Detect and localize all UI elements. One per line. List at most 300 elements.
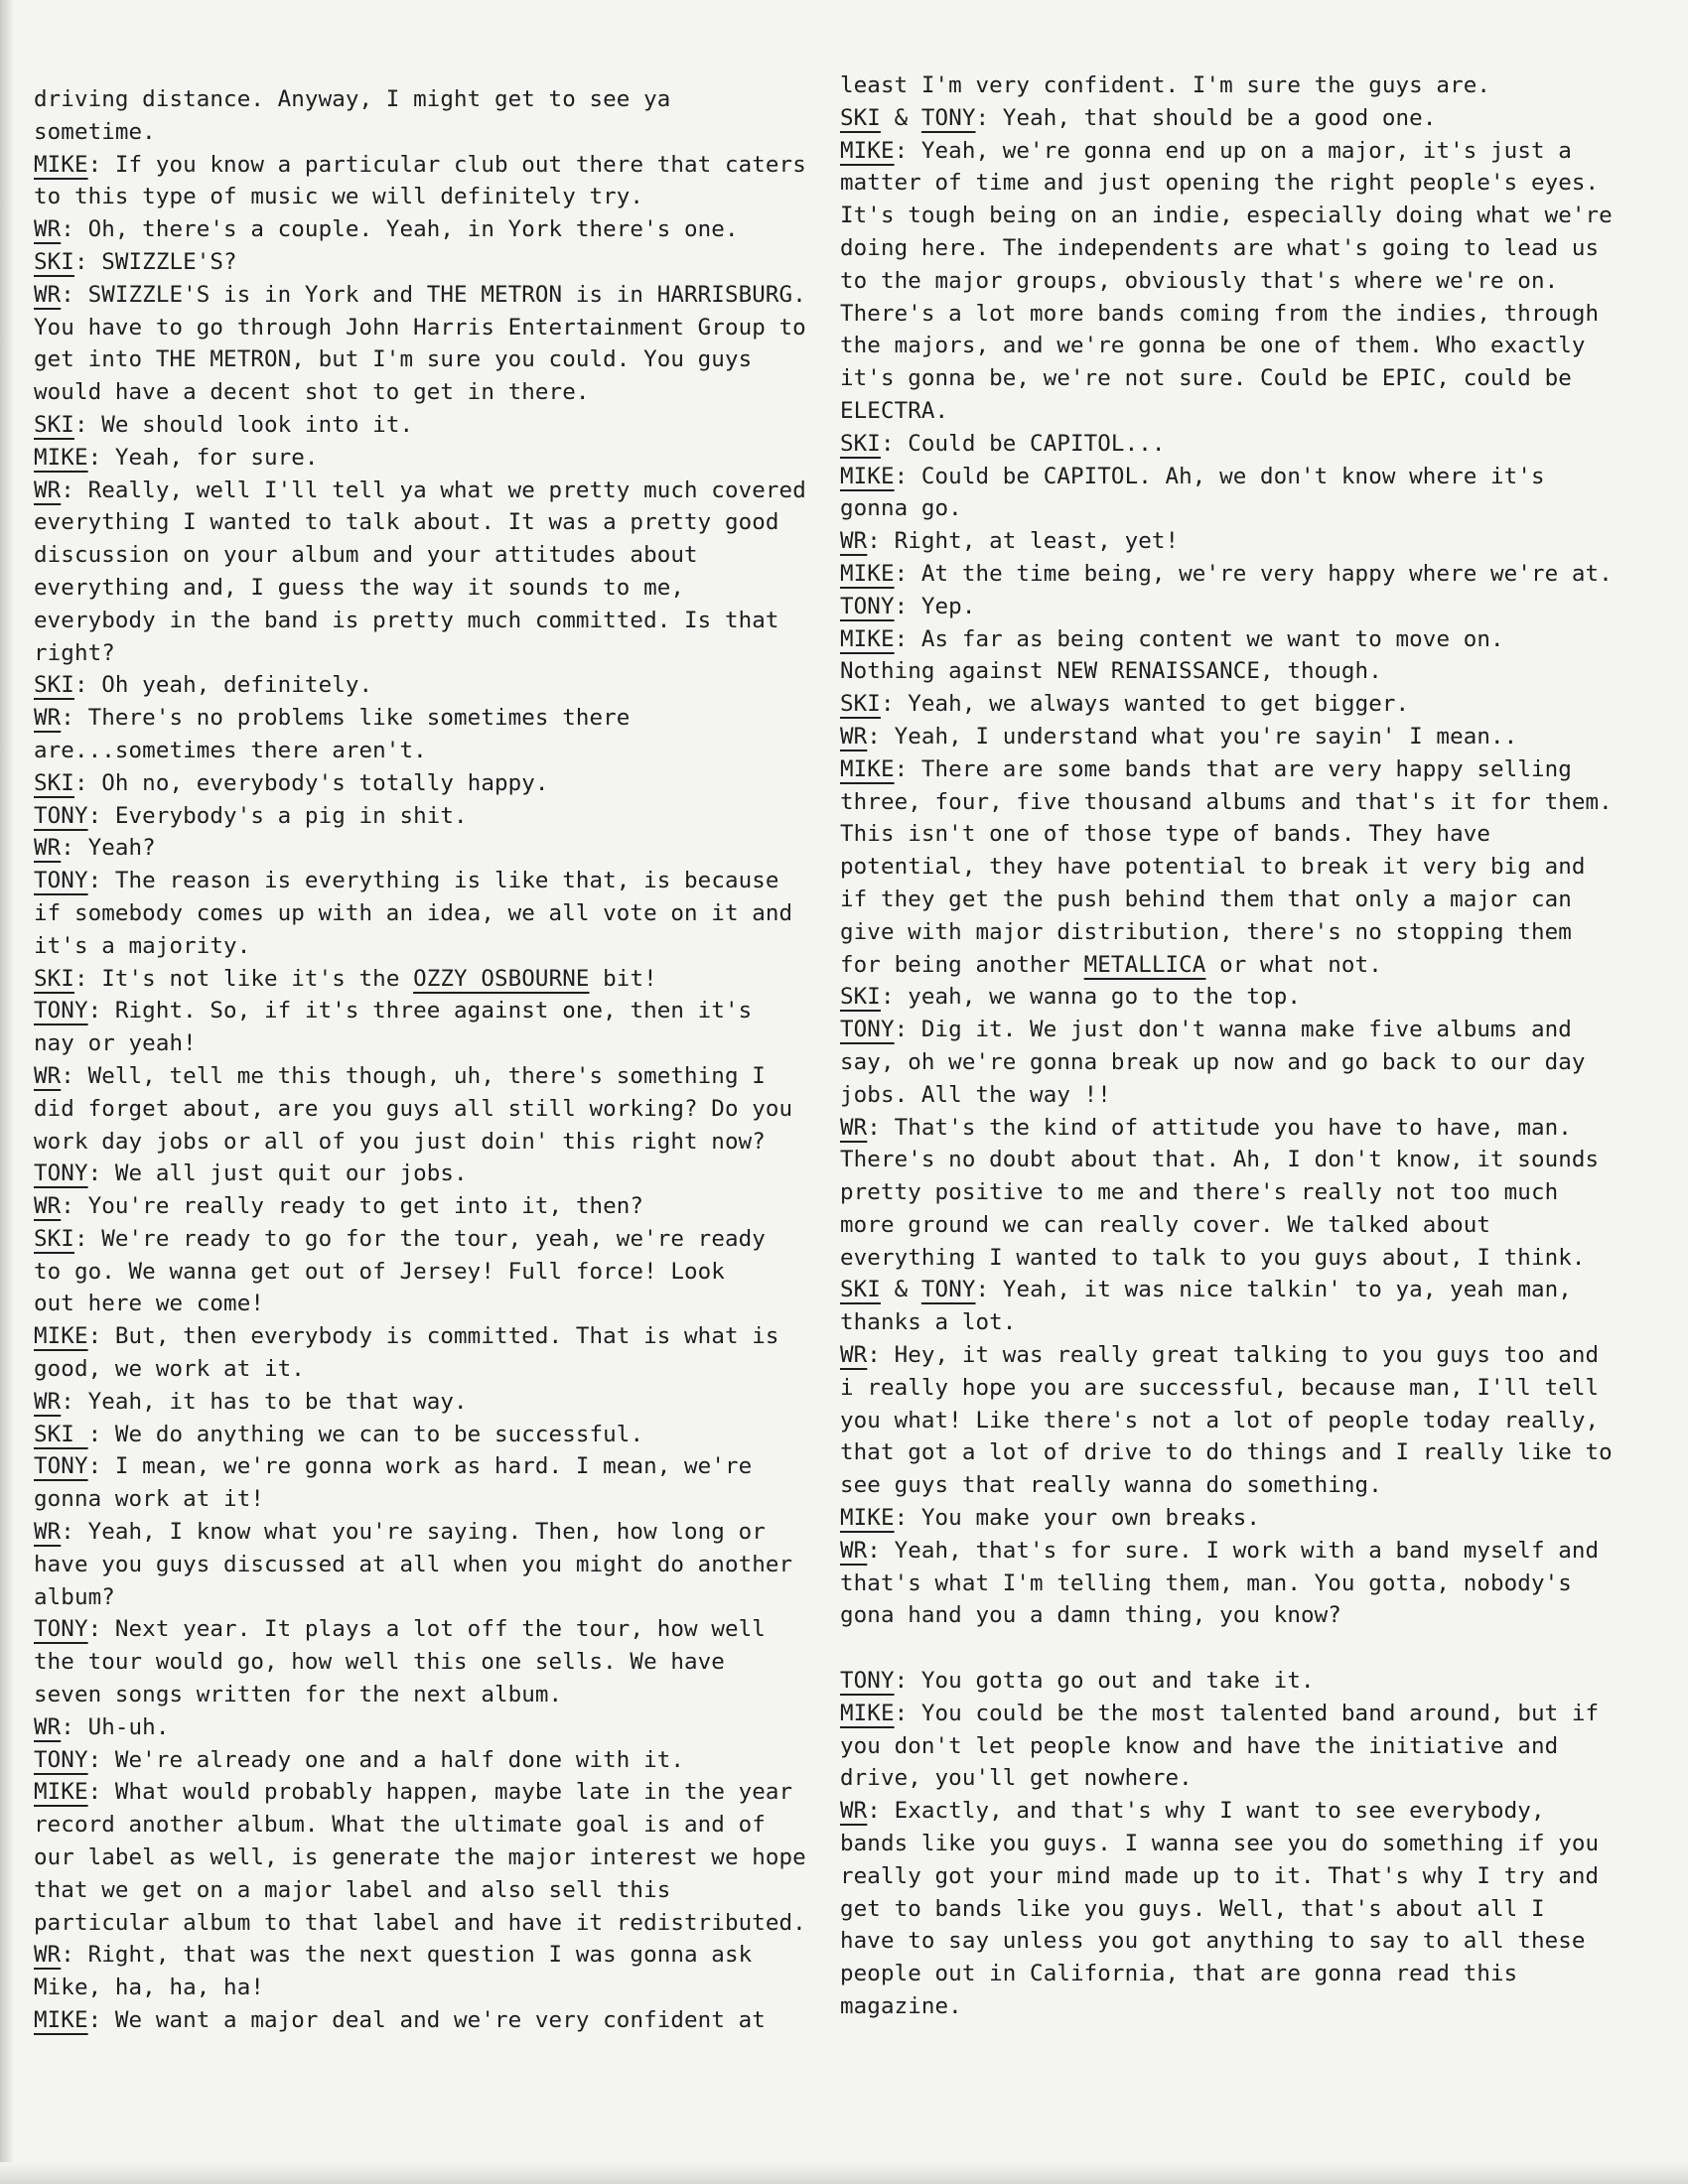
speaker-label: SKI [840, 691, 881, 718]
line-text: it's gonna be, we're not sure. Could be EPIC, could be [840, 365, 1572, 392]
transcript-line [34, 800, 808, 833]
line-text: : We're ready to go for the tour, yeah, we're ready [73, 1225, 766, 1252]
transcript-line [840, 558, 1634, 591]
line-text: : Yeah, that's for sure. I work with a band myself and [867, 1537, 1600, 1564]
transcript-line [840, 949, 1634, 982]
transcript-line [840, 167, 1634, 200]
line-text: did forget about, are you guys all still working? Do you [34, 1095, 793, 1122]
line-text: are...sometimes there aren't. [34, 737, 427, 763]
line-text: : Exactly, and that's why I want to see everybody, [867, 1798, 1545, 1825]
transcript-line [840, 1405, 1634, 1437]
transcript-line [840, 525, 1634, 558]
transcript-line [34, 995, 808, 1027]
line-text: least I'm very confident. I'm sure the guys are. [840, 72, 1491, 98]
line-text: : We do anything we can to be successful. [87, 1421, 644, 1447]
transcript-line [840, 200, 1634, 232]
right-column [840, 69, 1634, 2023]
transcript-line [840, 362, 1634, 395]
line-text: : Yep. [894, 593, 976, 619]
transcript-line [840, 1795, 1634, 1828]
line-text: : What would probably happen, maybe late in the year [87, 1779, 793, 1806]
transcript-line [34, 605, 808, 637]
line-text: drive, you'll get nowhere. [840, 1765, 1193, 1792]
transcript-line [34, 767, 808, 800]
transcript-line [34, 1842, 808, 1874]
transcript-line [34, 865, 808, 897]
transcript-line [34, 1776, 808, 1809]
line-text: you what! Like there's not a lot of people today really, [840, 1407, 1600, 1433]
transcript-line [34, 1744, 808, 1777]
speaker-label: SKI [34, 1421, 88, 1447]
line-text: : The reason is everything is like that, is because [87, 868, 779, 894]
transcript-line [840, 69, 1634, 102]
transcript-line [34, 1419, 808, 1451]
line-text: : Everybody's a pig in shit. [87, 802, 468, 829]
line-text: : yeah, we wanna go to the top. [880, 984, 1301, 1011]
line-text: if somebody comes up with an idea, we all vote on it and [34, 899, 793, 926]
line-text: : Uh-uh. [61, 1713, 170, 1740]
line-text: get to bands like you guys. Well, that's about all I [840, 1895, 1545, 1922]
transcript-line [840, 1990, 1634, 2023]
speaker-label: TONY [34, 998, 88, 1024]
line-text: everything I wanted to talk about. It was a pretty good [34, 509, 779, 536]
transcript-line [840, 1599, 1634, 1632]
transcript-line [840, 655, 1634, 688]
line-text: : Yeah, it has to be that way. [61, 1388, 468, 1415]
speaker-label: WR [34, 1193, 62, 1220]
speaker-label: TONY [34, 868, 88, 894]
speaker-label: WR [840, 1537, 868, 1564]
transcript-line [34, 1126, 808, 1159]
transcript-line [34, 637, 808, 670]
speaker-label: WR [34, 835, 62, 862]
line-text: jobs. All the way !! [840, 1081, 1111, 1108]
transcript-line [34, 1711, 808, 1744]
line-text: really got your mind made up to it. That's why I try and [840, 1862, 1600, 1889]
transcript-line [840, 1274, 1634, 1306]
line-text: if they get the push behind them that only a major can [840, 886, 1572, 912]
transcript-line [34, 669, 808, 702]
speaker-label: WR [840, 723, 868, 750]
line-text: gonna go. [840, 495, 962, 522]
line-text: have you guys discussed at all when you might do another [34, 1551, 793, 1577]
transcript-line [840, 1306, 1634, 1339]
line-text: people out in California, that are gonna read this [840, 1961, 1518, 1987]
transcript-line [34, 1646, 808, 1679]
transcript-line [34, 1223, 808, 1256]
line-text: everybody in the band is pretty much committed. Is that [34, 607, 779, 633]
transcript-line [840, 818, 1634, 851]
transcript-line [840, 1469, 1634, 1502]
speaker-label: WR [34, 1519, 62, 1546]
transcript-line [34, 376, 808, 409]
transcript-line [34, 1386, 808, 1419]
line-text: : Hey, it was really great talking to you guys too and [867, 1342, 1600, 1369]
speaker-label: SKI [840, 1277, 881, 1303]
transcript-line [34, 1353, 808, 1386]
transcript-line [840, 461, 1634, 493]
speaker-label: TONY [34, 1453, 88, 1480]
transcript-line [840, 591, 1634, 623]
line-text: : We want a major deal and we're very confident at [87, 2007, 766, 2034]
speaker-joiner: & [880, 1277, 921, 1303]
transcript-line [34, 1549, 808, 1581]
line-text: potential, they have potential to break it very big and [840, 854, 1586, 881]
line-text: for being another [840, 951, 1084, 978]
speaker-label: WR [34, 477, 62, 503]
transcript-line [840, 1502, 1634, 1535]
line-text: : We're already one and a half done with it. [87, 1746, 685, 1773]
line-text: : Yeah, I understand what you're sayin' I mean.. [867, 723, 1518, 750]
transcript-line [34, 897, 808, 930]
transcript-line [840, 428, 1634, 461]
speaker-label: MIKE [34, 444, 88, 471]
line-text: : Dig it. We just don't wanna make five albums and [894, 1017, 1572, 1043]
transcript-line [840, 688, 1634, 721]
transcript-line [34, 83, 808, 116]
transcript-line [840, 265, 1634, 298]
line-text: see guys that really wanna do something. [840, 1472, 1382, 1499]
transcript-line [840, 1698, 1634, 1730]
line-text: : But, then everybody is committed. That is what is [87, 1323, 779, 1350]
line-text: everything and, I guess the way it sounds to me, [34, 574, 685, 601]
transcript-line [840, 492, 1634, 525]
speaker-label: TONY [34, 1616, 88, 1643]
line-text: good, we work at it. [34, 1356, 305, 1383]
transcript-line [840, 1112, 1634, 1145]
speaker-label: WR [840, 1798, 868, 1825]
transcript-line [34, 279, 808, 312]
line-text: work day jobs or all of you just doin' this right now? [34, 1128, 766, 1155]
line-text: you don't let people know and have the initiative and [840, 1732, 1559, 1759]
transcript-line [840, 1730, 1634, 1763]
transcript-line [840, 1762, 1634, 1795]
transcript-line [840, 1372, 1634, 1405]
transcript-line [840, 981, 1634, 1014]
line-text: that got a lot of drive to do things and I really like to [840, 1439, 1613, 1466]
transcript-line [840, 1242, 1634, 1275]
line-text: : Yeah, it was nice talkin' to ya, yeah man, [975, 1277, 1572, 1303]
line-text: ELECTRA. [840, 397, 949, 424]
transcript-line [34, 963, 808, 996]
line-text: : Yeah? [61, 835, 156, 862]
speaker-label: MIKE [840, 1700, 895, 1726]
line-text: to this type of music we will definitely try. [34, 184, 644, 210]
line-text: gona hand you a damn thing, you know? [840, 1602, 1341, 1629]
transcript-line [34, 1256, 808, 1289]
line-text: the tour would go, how well this one sells. We have [34, 1649, 725, 1676]
line-text: : There are some bands that are very happy selling [894, 755, 1572, 782]
transcript-line [34, 1809, 808, 1842]
line-text: that's what I'm telling them, man. You gotta, nobody's [840, 1570, 1572, 1596]
transcript-line [34, 1483, 808, 1516]
line-text: seven songs written for the next album. [34, 1682, 563, 1708]
speaker-label: SKI [840, 984, 881, 1011]
line-text: You have to go through John Harris Entertainment Group to [34, 314, 806, 341]
speaker-joiner: & [880, 104, 921, 131]
underlined-band-name: METALLICA [1083, 951, 1206, 978]
transcript-line [34, 930, 808, 963]
line-text: : At the time being, we're very happy where we're at. [894, 560, 1613, 587]
line-text: thanks a lot. [840, 1309, 1017, 1336]
line-text: matter of time and just opening the right people's eyes. [840, 170, 1600, 197]
speaker-label: TONY [840, 1017, 895, 1043]
transcript-line [840, 1436, 1634, 1469]
transcript-line [34, 1027, 808, 1060]
line-text: to go. We wanna get out of Jersey! Full force! Look [34, 1258, 725, 1285]
transcript-line [840, 1568, 1634, 1600]
line-text: : There's no problems like sometimes there [61, 705, 631, 732]
line-text: : As far as being content we want to move on. [894, 625, 1504, 652]
transcript-line [840, 330, 1634, 362]
speaker-label: SKI [840, 104, 881, 131]
transcript-line [34, 1093, 808, 1126]
line-text: : Right, that was the next question I was gonna ask [61, 1942, 753, 1969]
line-text: : We should look into it. [73, 411, 414, 438]
speaker-label: SKI [34, 1225, 74, 1252]
transcript-line [34, 2004, 808, 2037]
line-text: Mike, ha, ha, ha! [34, 1975, 264, 2001]
line-text: the majors, and we're gonna be one of them. Who exactly [840, 333, 1586, 359]
line-text: : If you know a particular club out there that caters [87, 151, 806, 178]
line-text: : Really, well I'll tell ya what we pretty much covered [61, 477, 806, 503]
transcript-line [840, 1144, 1634, 1176]
transcript-line [34, 572, 808, 605]
line-text: : We all just quit our jobs. [87, 1160, 468, 1187]
speaker-label: WR [34, 281, 62, 308]
line-text: : It's not like it's the [73, 965, 414, 992]
line-text: our label as well, is generate the major interest we hope [34, 1844, 806, 1871]
speaker-label: MIKE [34, 151, 88, 178]
line-text: : You're really ready to get into it, then? [61, 1193, 644, 1220]
transcript-line [840, 395, 1634, 428]
line-text: i really hope you are successful, because man, I'll tell [840, 1374, 1600, 1401]
line-text: : SWIZZLE'S is in York and THE METRON is in HARRISBURG. [61, 281, 806, 308]
line-text: nay or yeah! [34, 1030, 197, 1057]
transcript-line [34, 442, 808, 475]
transcript-line [34, 1320, 808, 1353]
speaker-label: WR [840, 1342, 868, 1369]
transcript-line [840, 1665, 1634, 1698]
transcript-line [840, 1925, 1634, 1958]
speaker-label: MIKE [840, 755, 895, 782]
line-text: : Yeah, I know what you're saying. Then, how long or [61, 1519, 766, 1546]
line-text: : Could be CAPITOL. Ah, we don't know where it's [894, 463, 1545, 489]
speaker-label: TONY [34, 1746, 88, 1773]
transcript-line [34, 1158, 808, 1190]
speaker-label: TONY [840, 1668, 895, 1695]
transcript-line [34, 1288, 808, 1320]
line-text: : Right, at least, yet! [867, 528, 1180, 555]
transcript-line [840, 1958, 1634, 1990]
left-column [34, 83, 808, 2037]
line-text: everything I wanted to talk to you guys about, I think. [840, 1244, 1586, 1271]
line-text: : You could be the most talented band around, but if [894, 1700, 1600, 1726]
transcript-line [34, 1874, 808, 1907]
line-text: There's a lot more bands coming from the indies, through [840, 300, 1600, 327]
transcript-line [840, 884, 1634, 916]
line-text: : That's the kind of attitude you have to have, man. [867, 1114, 1572, 1141]
transcript-line [34, 149, 808, 182]
transcript-line [840, 1046, 1634, 1079]
line-text: : Yeah, we always wanted to get bigger. [880, 691, 1410, 718]
speaker-label: TONY [34, 1160, 88, 1187]
transcript-line [34, 409, 808, 442]
line-text-after: bit! [589, 965, 657, 992]
line-text: bands like you guys. I wanna see you do something if you [840, 1831, 1600, 1857]
line-text: There's no doubt about that. Ah, I don't know, it sounds [840, 1147, 1600, 1173]
transcript-line [840, 1079, 1634, 1112]
transcript-line [34, 832, 808, 865]
speaker-label: MIKE [34, 1779, 88, 1806]
line-text: album? [34, 1583, 115, 1610]
speaker-label: SKI [34, 248, 74, 275]
transcript-line [34, 246, 808, 279]
transcript-line [34, 1613, 808, 1646]
speaker-label: WR [34, 1942, 62, 1969]
transcript-line [840, 753, 1634, 786]
transcript-line [840, 135, 1634, 168]
line-text: sometime. [34, 118, 156, 145]
line-text: : Yeah, we're gonna end up on a major, it's just a [894, 137, 1572, 164]
transcript-line [34, 475, 808, 507]
transcript-line [34, 343, 808, 376]
speaker-label: TONY [920, 1277, 976, 1303]
transcript-line [34, 1907, 808, 1940]
speaker-label: SKI [840, 430, 881, 457]
speaker-label: SKI [34, 769, 74, 796]
line-text: three, four, five thousand albums and that's it for them. [840, 788, 1613, 815]
transcript-line [34, 1190, 808, 1223]
transcript-line [840, 916, 1634, 949]
speaker-label: WR [34, 1388, 62, 1415]
transcript-line [840, 851, 1634, 884]
line-text: : Next year. It plays a lot off the tour, how well [87, 1616, 766, 1643]
line-text: It's tough being on an indie, especially doing what we're [840, 203, 1613, 229]
speaker-label: MIKE [840, 625, 895, 652]
speaker-label: MIKE [840, 463, 895, 489]
speaker-label: WR [34, 705, 62, 732]
speaker-label: SKI [34, 965, 74, 992]
transcript-line [34, 181, 808, 213]
line-text: right? [34, 639, 115, 666]
transcript-line [34, 312, 808, 344]
scan-edge-shadow [0, 0, 14, 2184]
transcript-line [840, 1339, 1634, 1372]
line-text: have to say unless you got anything to say to all these [840, 1928, 1586, 1955]
transcript-line [840, 1209, 1634, 1242]
speaker-label: TONY [840, 593, 895, 619]
transcript-line [840, 786, 1634, 819]
line-text: get into THE METRON, but I'm sure you could. You guys [34, 346, 753, 373]
transcript-line [840, 298, 1634, 331]
transcript-line [840, 102, 1634, 135]
line-text: : SWIZZLE'S? [73, 248, 237, 275]
line-text: to the major groups, obviously that's where we're on. [840, 267, 1559, 294]
line-text: This isn't one of those type of bands. They have [840, 821, 1491, 848]
speaker-label: WR [840, 528, 868, 555]
transcript-line [34, 1939, 808, 1972]
transcript-line [840, 232, 1634, 265]
transcript-line [840, 1893, 1634, 1926]
line-text: say, oh we're gonna break up now and go back to our day [840, 1048, 1586, 1075]
transcript-line [34, 702, 808, 735]
speaker-label: WR [34, 216, 62, 243]
transcript-line [34, 506, 808, 539]
line-text: driving distance. Anyway, I might get to see ya [34, 86, 671, 112]
speaker-label: TONY [34, 802, 88, 829]
speaker-label: MIKE [840, 1505, 895, 1532]
speaker-label: SKI [34, 411, 74, 438]
line-text: : Oh yeah, definitely. [73, 672, 373, 699]
line-text: give with major distribution, there's no stopping them [840, 918, 1572, 945]
speaker-label: MIKE [34, 1323, 88, 1350]
paragraph-gap [840, 1632, 1634, 1665]
speaker-label: TONY [920, 104, 976, 131]
scan-bottom-edge [0, 2162, 1688, 2184]
transcript-line [34, 539, 808, 572]
transcript-line [34, 1450, 808, 1483]
transcript-line [840, 1828, 1634, 1860]
transcript-line [840, 721, 1634, 753]
line-text: that we get on a major label and also sell this [34, 1876, 671, 1903]
transcript-line [34, 1581, 808, 1614]
line-text: discussion on your album and your attitudes about [34, 542, 698, 569]
transcript-line [34, 116, 808, 149]
line-text: : You gotta go out and take it. [894, 1668, 1315, 1695]
speaker-label: WR [34, 1713, 62, 1740]
line-text: it's a majority. [34, 932, 251, 959]
line-text: out here we come! [34, 1291, 264, 1317]
transcript-line [840, 1176, 1634, 1209]
line-text: : Yeah, for sure. [87, 444, 319, 471]
line-text: : I mean, we're gonna work as hard. I mean, we're [87, 1453, 753, 1480]
transcript-line [34, 1516, 808, 1549]
transcript-line [34, 213, 808, 246]
transcript-line [840, 1014, 1634, 1046]
transcript-line [34, 735, 808, 767]
line-text: : Yeah, that should be a good one. [975, 104, 1437, 131]
line-text: record another album. What the ultimate goal is and of [34, 1812, 766, 1839]
line-text: magazine. [840, 1993, 962, 2020]
line-text: Nothing against NEW RENAISSANCE, though. [840, 658, 1382, 685]
speaker-label: SKI [34, 672, 74, 699]
line-text: : Right. So, if it's three against one, then it's [87, 998, 753, 1024]
underlined-band-name: OZZY OSBOURNE [413, 965, 590, 992]
line-text: gonna work at it! [34, 1486, 264, 1513]
line-text: particular album to that label and have it redistributed. [34, 1909, 806, 1936]
line-text: pretty positive to me and there's really not too much [840, 1179, 1559, 1206]
speaker-label: WR [840, 1114, 868, 1141]
line-text: : You make your own breaks. [894, 1505, 1261, 1532]
speaker-label: WR [34, 1062, 62, 1089]
transcript-line [34, 1972, 808, 2004]
transcript-line [34, 1060, 808, 1093]
line-text: : Could be CAPITOL... [880, 430, 1166, 457]
line-text: would have a decent shot to get in there. [34, 379, 590, 406]
line-text: : Oh no, everybody's totally happy. [73, 769, 549, 796]
speaker-label: MIKE [34, 2007, 88, 2034]
speaker-label: MIKE [840, 560, 895, 587]
line-text: more ground we can really cover. We talked about [840, 1211, 1491, 1238]
transcript-line [34, 1679, 808, 1711]
speaker-label: MIKE [840, 137, 895, 164]
transcript-line [840, 1535, 1634, 1568]
transcript-line [840, 1860, 1634, 1893]
line-text: : Oh, there's a couple. Yeah, in York there's one. [61, 216, 739, 243]
line-text: doing here. The independents are what's going to lead us [840, 234, 1600, 261]
line-text: : Well, tell me this though, uh, there's something I [61, 1062, 766, 1089]
